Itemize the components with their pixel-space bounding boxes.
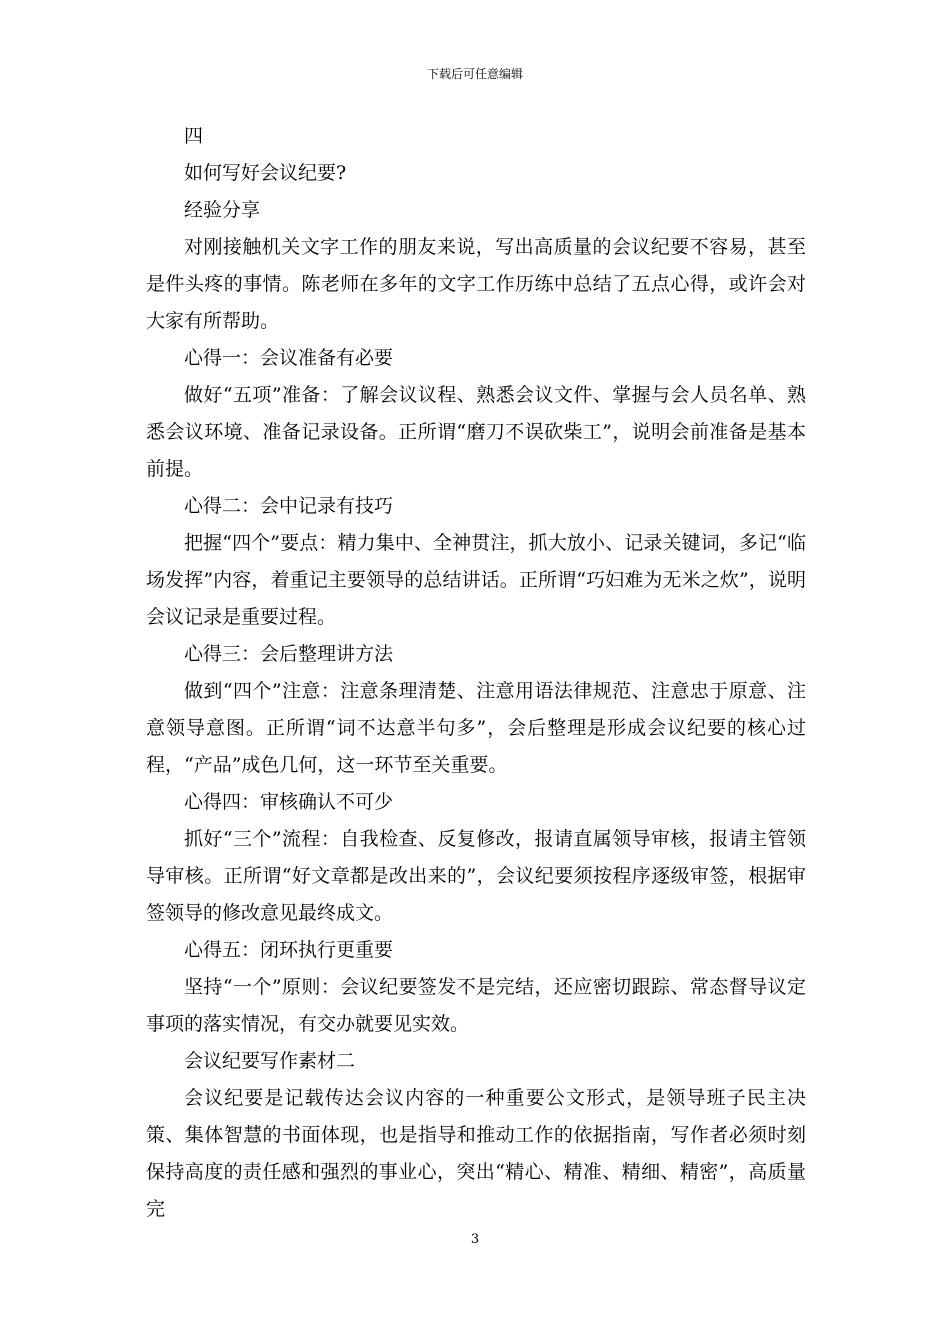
tip-heading-3: 心得三：会后整理讲方法 (184, 643, 394, 665)
tip-body-1: 做好“五项”准备：了解会议议程、熟悉会议文件、掌握与会人员名单、熟悉会议环境、准备记录设备。正所谓“磨刀不误砍柴工”，说明会前准备是基本前提。 (146, 384, 806, 480)
section-number: 四 (184, 125, 204, 147)
article-subtitle: 经验分享 (184, 199, 261, 221)
tip-heading-4: 心得四：审核确认不可少 (184, 791, 394, 813)
tip-body-5: 坚持“一个”原则：会议纪要签发不是完结，还应密切跟踪、常态督导议定事项的落实情况，有交办就要见实效。 (146, 976, 806, 1035)
tip-heading-1: 心得一：会议准备有必要 (184, 347, 394, 369)
tip-body-4: 抓好“三个”流程：自我检查、反复修改，报请直属领导审核，报请主管领导审核。正所谓“好文章都是改出来的”，会议纪要须按程序逐级审签，根据审签领导的修改意见最终成文。 (146, 828, 806, 924)
tip-heading-2: 心得二：会中记录有技巧 (184, 495, 394, 517)
article-title: 如何写好会议纪要? (184, 162, 347, 184)
section-body: 会议纪要是记载传达会议内容的一种重要公文形式，是领导班子民主决策、集体智慧的书面体现，也是指导和推动工作的依据指南，写作者必须时刻保持高度的责任感和强烈的事业心，突出“精心、精准、精细、精密”，高质量完 (146, 1087, 806, 1220)
tip-body-3: 做到“四个”注意：注意条理清楚、注意用语法律规范、注意忠于原意、注意领导意图。正所谓“词不达意半句多”，会后整理是形成会议纪要的核心过程，“产品”成色几何，这一环节至关重要。 (146, 680, 806, 776)
document-body (146, 118, 806, 1228)
section-heading: 会议纪要写作素材二 (184, 1050, 356, 1072)
page-header: 下载后可任意编辑 (426, 67, 523, 81)
tip-body-2: 把握“四个”要点：精力集中、全神贯注，抓大放小、记录关键词，多记“临场发挥”内容，着重记主要领导的总结讲话。正所谓“巧妇难为无米之炊”，说明会议记录是重要过程。 (146, 532, 806, 628)
tip-heading-5: 心得五：闭环执行更重要 (184, 939, 394, 961)
page-number: 3 (470, 1232, 480, 1247)
intro-paragraph: 对刚接触机关文字工作的朋友来说，写出高质量的会议纪要不容易，甚至是件头疼的事情。陈老师在多年的文字工作历练中总结了五点心得，或许会对大家有所帮助。 (146, 236, 806, 332)
